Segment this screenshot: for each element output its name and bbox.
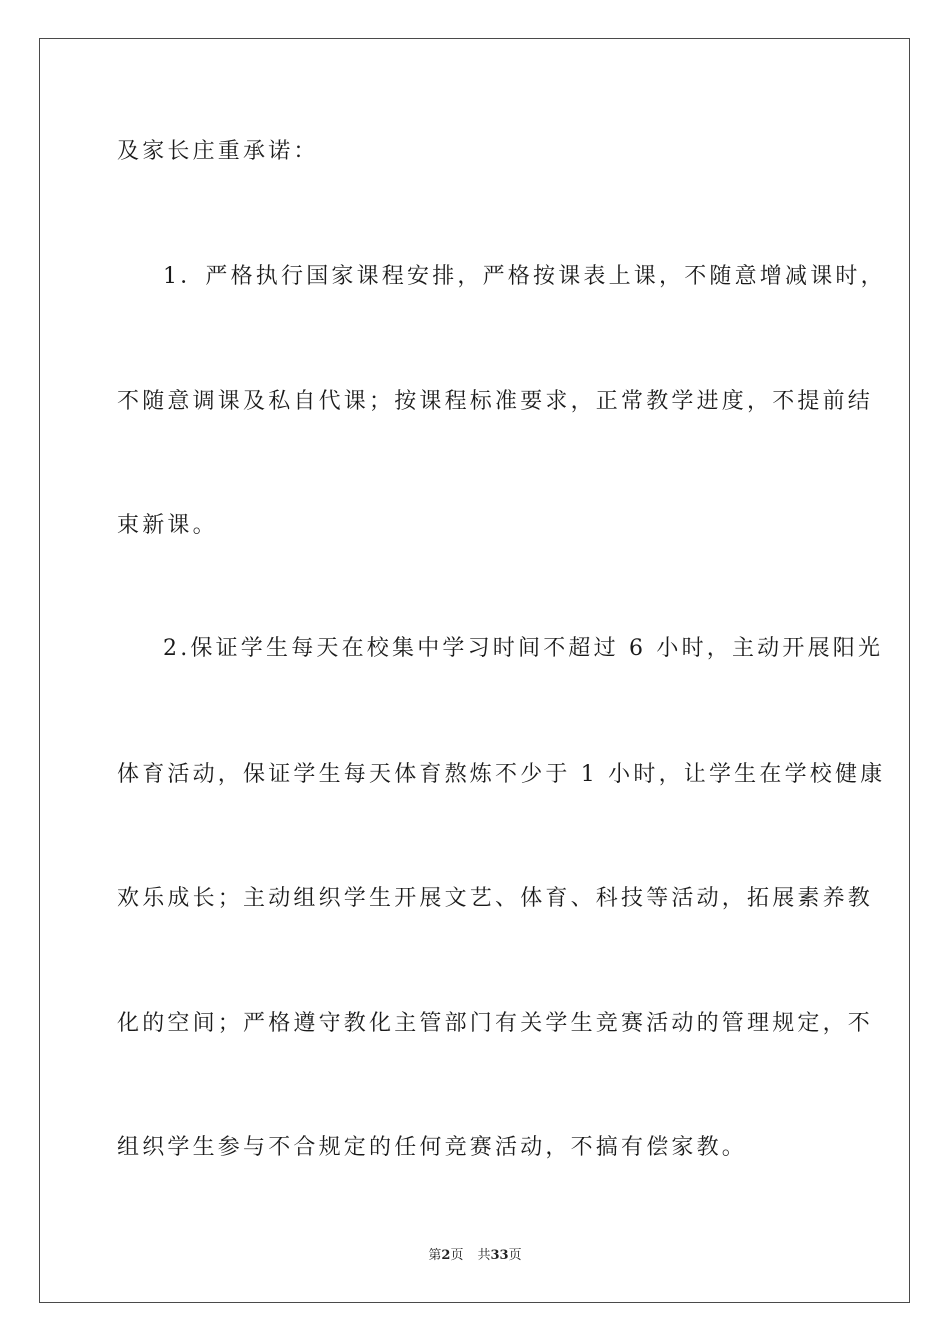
total-prefix: 共 xyxy=(477,1248,491,1263)
page-suffix: 页 xyxy=(450,1248,464,1263)
text-line-7: 欢乐成长；主动组织学生开展文艺、体育、科技等活动，拓展素养教 xyxy=(117,886,874,911)
total-suffix: 页 xyxy=(508,1248,522,1263)
text-line-8: 化的空间；严格遵守教化主管部门有关学生竞赛活动的管理规定，不 xyxy=(117,1011,874,1036)
page-prefix: 第 xyxy=(428,1248,442,1263)
page-current: 2 xyxy=(441,1248,451,1263)
text-line-9: 组织学生参与不合规定的任何竞赛活动，不搞有偿家教。 xyxy=(117,1135,748,1160)
page-border xyxy=(39,38,910,1303)
text-line-3: 不随意调课及私自代课；按课程标准要求，正常教学进度，不提前结 xyxy=(117,389,874,414)
page-total: 33 xyxy=(490,1248,509,1263)
text-line-4: 束新课。 xyxy=(117,513,218,538)
text-line-5: 2.保证学生每天在校集中学习时间不超过 6 小时，主动开展阳光 xyxy=(163,636,884,661)
page-footer xyxy=(0,1248,950,1264)
text-line-2: 1．严格执行国家课程安排，严格按课表上课，不随意增减课时， xyxy=(163,264,886,289)
text-line-1: 及家长庄重承诺： xyxy=(117,139,319,164)
text-line-6: 体育活动，保证学生每天体育熬炼不少于 1 小时，让学生在学校健康 xyxy=(117,762,886,787)
